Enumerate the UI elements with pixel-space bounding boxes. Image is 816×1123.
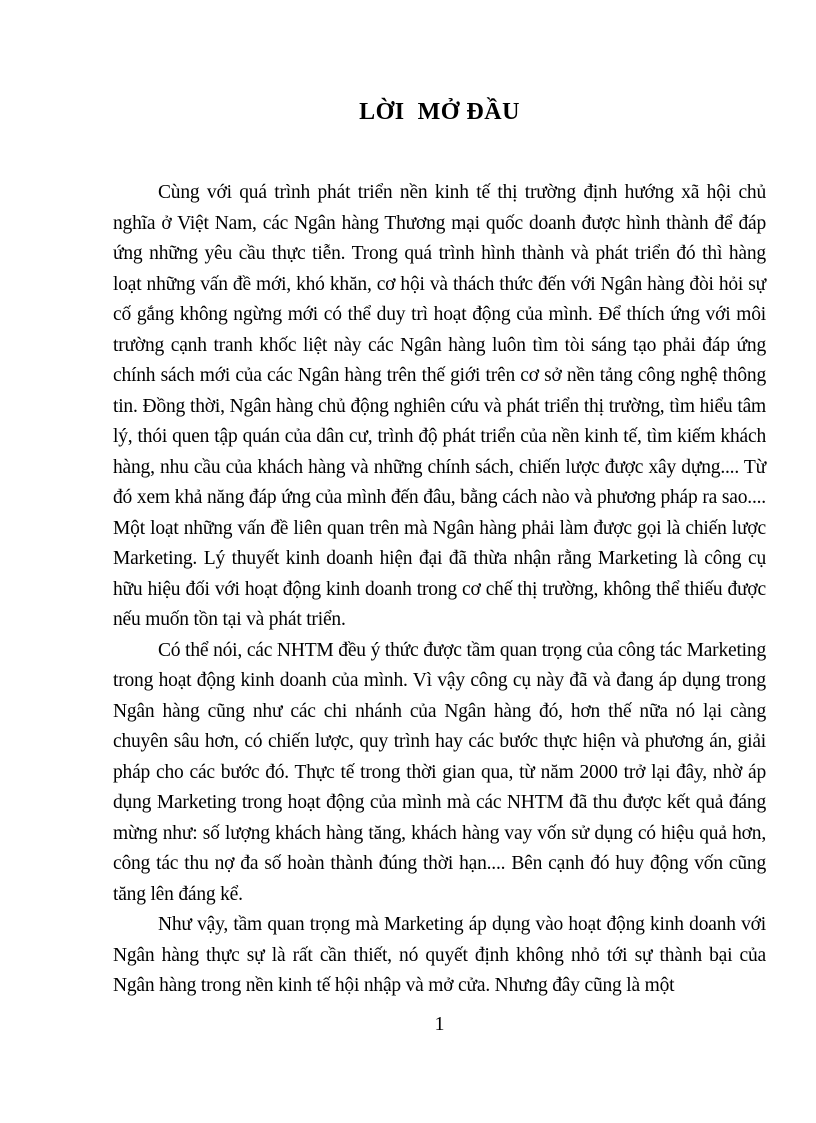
paragraph-3: Như vậy, tầm quan trọng mà Marketing áp dụng vào hoạt động kinh doanh với Ngân hàng thực sự là rất cần thiết, nó quyết định không nhỏ tới sự thành bại của Ngân hàng trong nền kinh tế hội nhập và mở cửa. Nhưng đây cũng là một — [113, 914, 766, 996]
document-content — [113, 0, 766, 1002]
paragraph-1: Cùng với quá trình phát triển nền kinh tế thị trường định hướng xã hội chủ nghĩa ở Việt Nam, các Ngân hàng Thương mại quốc doanh được hình thành để đáp ứng những yêu cầu thực tiễn. Trong quá trình hình thành và phát triển đó thì hàng loạt những vấn đề mới, khó khăn, cơ hội và thách thức đến với Ngân hàng đòi hỏi sự cố gắng không ngừng mới có thể duy trì hoạt động của mình. Để thích ứng với môi trường cạnh tranh khốc liệt này các Ngân hàng luôn tìm tòi sáng tạo phải đáp ứng chính sách mới của các Ngân hàng trên thế giới trên cơ sở nền tảng công nghệ thông tin. Đồng thời, Ngân hàng chủ động nghiên cứu và phát triển thị trường, tìm hiểu tâm lý, thói quen tập quán của dân cư, trình độ phát triển của nền kinh tế, tìm kiếm khách hàng, nhu cầu của khách hàng và những chính sách, chiến lược được xây dựng.... Từ đó xem khả năng đáp ứng của mình đến đâu, bằng cách nào và phương pháp ra sao.... Một loạt những vấn đề liên quan trên mà Ngân hàng phải làm được gọi là chiến lược Marketing. Lý thuyết kinh doanh hiện đại đã thừa nhận rằng Marketing là công cụ hữu hiệu đối với hoạt động kinh doanh trong cơ chế thị trường, không thể thiếu được nếu muốn tồn tại và phát triển. — [113, 182, 766, 630]
paragraph-2: Có thể nói, các NHTM đều ý thức được tầm quan trọng của công tác Marketing trong hoạt động kinh doanh của mình. Vì vậy công cụ này đã và đang áp dụng trong Ngân hàng cũng như các chi nhánh của Ngân hàng đó, hơn thế nữa nó lại càng chuyên sâu hơn, có chiến lược, quy trình hay các bước thực hiện và phương án, giải pháp cho các bước đó. Thực tế trong thời gian qua, từ năm 2000 trở lại đây, nhờ áp dụng Marketing trong hoạt động của mình mà các NHTM đã thu được kết quả đáng mừng như: số lượng khách hàng tăng, khách hàng vay vốn sử dụng có hiệu quả hơn, công tác thu nợ đa số hoàn thành đúng thời hạn.... Bên cạnh đó huy động vốn cũng tăng lên đáng kể. — [113, 639, 766, 905]
document-title: LỜI MỞ ĐẦU — [359, 99, 520, 125]
page-number: 1 — [434, 1013, 445, 1035]
document-body — [113, 178, 766, 1002]
